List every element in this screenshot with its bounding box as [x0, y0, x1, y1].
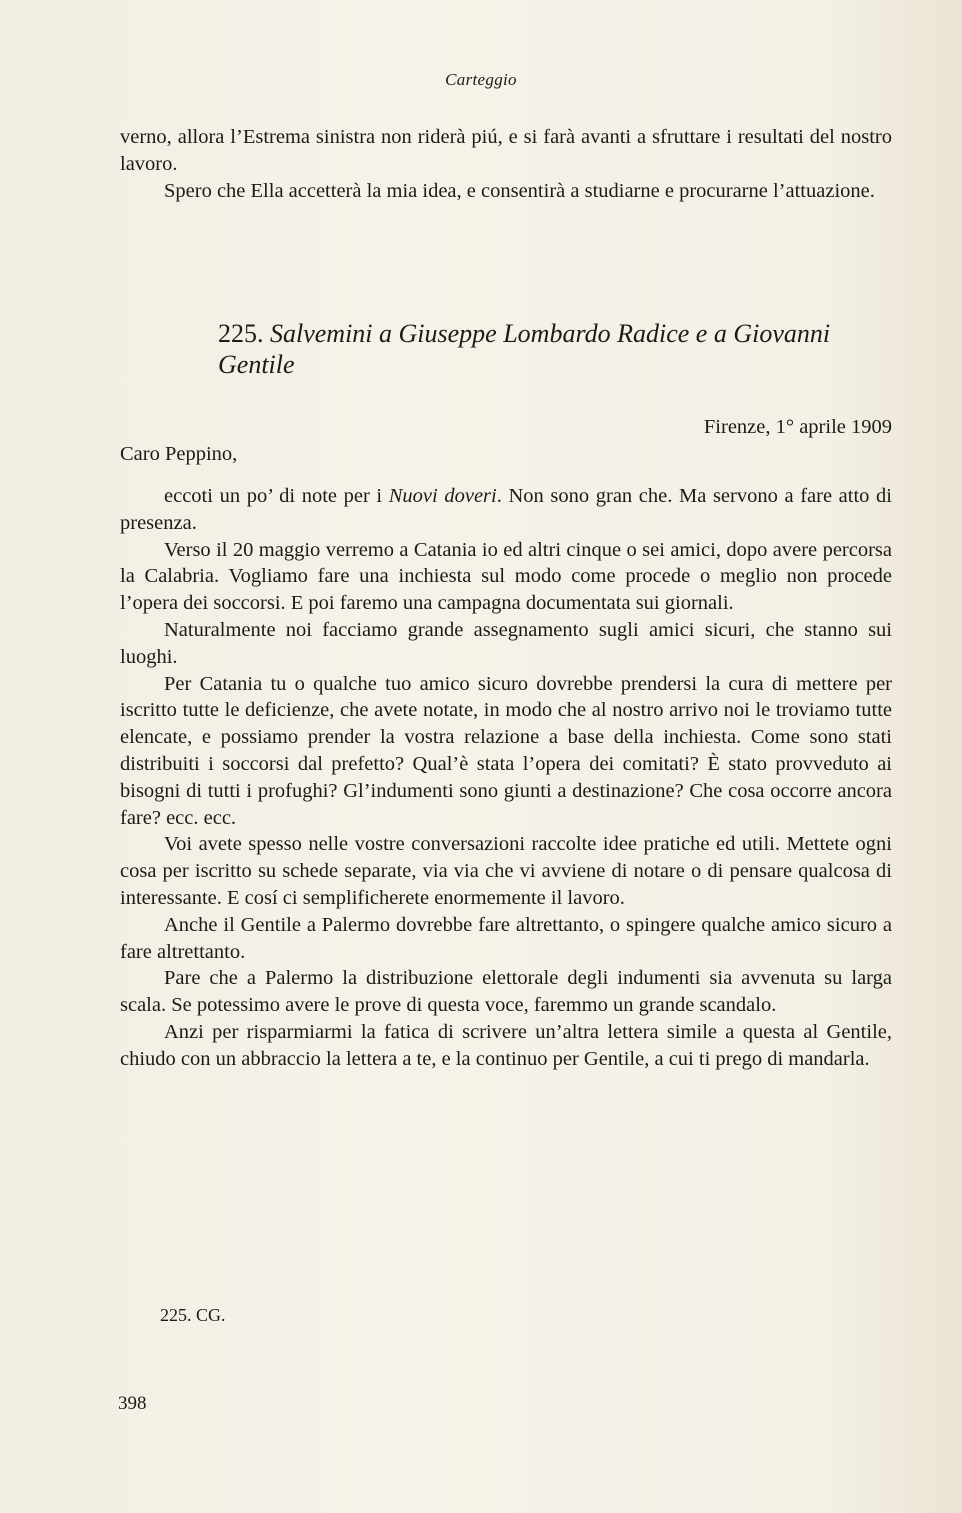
paragraph: Anzi per risparmiarmi la fatica di scrivere un’altra lettera simile a questa al Gentile, chiudo con un abbraccio la lettera a te, e la continuo per Gentile, a cui ti prego di mandarla.	[120, 1020, 892, 1070]
letter-heading	[218, 318, 892, 380]
paragraph: Naturalmente noi facciamo grande assegnamento sugli amici sicuri, che stanno sui luoghi.	[120, 618, 892, 668]
paragraph: Anche il Gentile a Palermo dovrebbe fare altrettanto, o spingere qualche amico sicuro a fare altrettanto.	[120, 913, 892, 963]
journal-title: Nuovi doveri	[388, 485, 497, 507]
text-run: . Non sono gran che. Ma servono a fare atto di presenza.	[120, 485, 892, 534]
previous-letter-ending	[120, 124, 892, 204]
paragraph: Pare che a Palermo la distribuzione elettorale degli indumenti sia avvenuta su larga scala. Se potessimo avere le prove di questa voce, faremmo un grande scandalo.	[120, 967, 892, 1017]
text-run: eccoti un po’ di note per i	[164, 485, 389, 507]
running-head: Carteggio	[445, 70, 517, 89]
letter-body	[120, 483, 892, 1073]
paragraph: Per Catania tu o qualche tuo amico sicuro dovrebbe prendersi la cura di mettere per iscritto tutte le deficienze, che avete notate, in modo che al nostro arrivo noi le troviamo tutte elencate, e possiamo prender la vostra relazione a base della inchiesta. Come sono stati distribuiti i soccorsi dal prefetto? Qual’è stata l’opera dei comitati? È stato provveduto ai bisogni di tutti i profughi? Gl’indumenti sono giunti a destinazione? Che cosa occorre ancora fare? ecc. ecc.	[120, 672, 892, 829]
paragraph: Verso il 20 maggio verremo a Catania io ed altri cinque o sei amici, dopo avere percorsa la Calabria. Vogliamo fare una inchiesta sul modo come procede o meglio non procede l’opera dei soccorsi. E poi faremo una campagna documentata sui giornali.	[120, 538, 892, 615]
paragraph: Spero che Ella accetterà la mia idea, e consentirà a studiarne e procurarne l’attuazione.	[164, 179, 875, 202]
footnote: 225. CG.	[160, 1305, 226, 1325]
letter-title: Salvemini a Giuseppe Lombardo Radice e a Giovanni Gentile	[218, 319, 831, 379]
paragraph-continued: verno, allora l’Estrema sinistra non riderà piú, e si farà avanti a sfruttare i resultati del nostro lavoro.	[120, 126, 892, 175]
letter-number: 225.	[218, 319, 264, 348]
paragraph-first	[120, 483, 892, 537]
salutation: Caro Peppino,	[120, 443, 238, 465]
dateline: Firenze, 1° aprile 1909	[703, 416, 892, 438]
page-number: 398	[118, 1393, 147, 1414]
paragraph: Voi avete spesso nelle vostre conversazioni raccolte idee pratiche ed utili. Mettete ogni cosa per iscritto su schede separate, via via che vi avviene di notare o di pensare qualcosa di interessante. E cosí ci semplificherete enormemente il lavoro.	[120, 833, 892, 909]
